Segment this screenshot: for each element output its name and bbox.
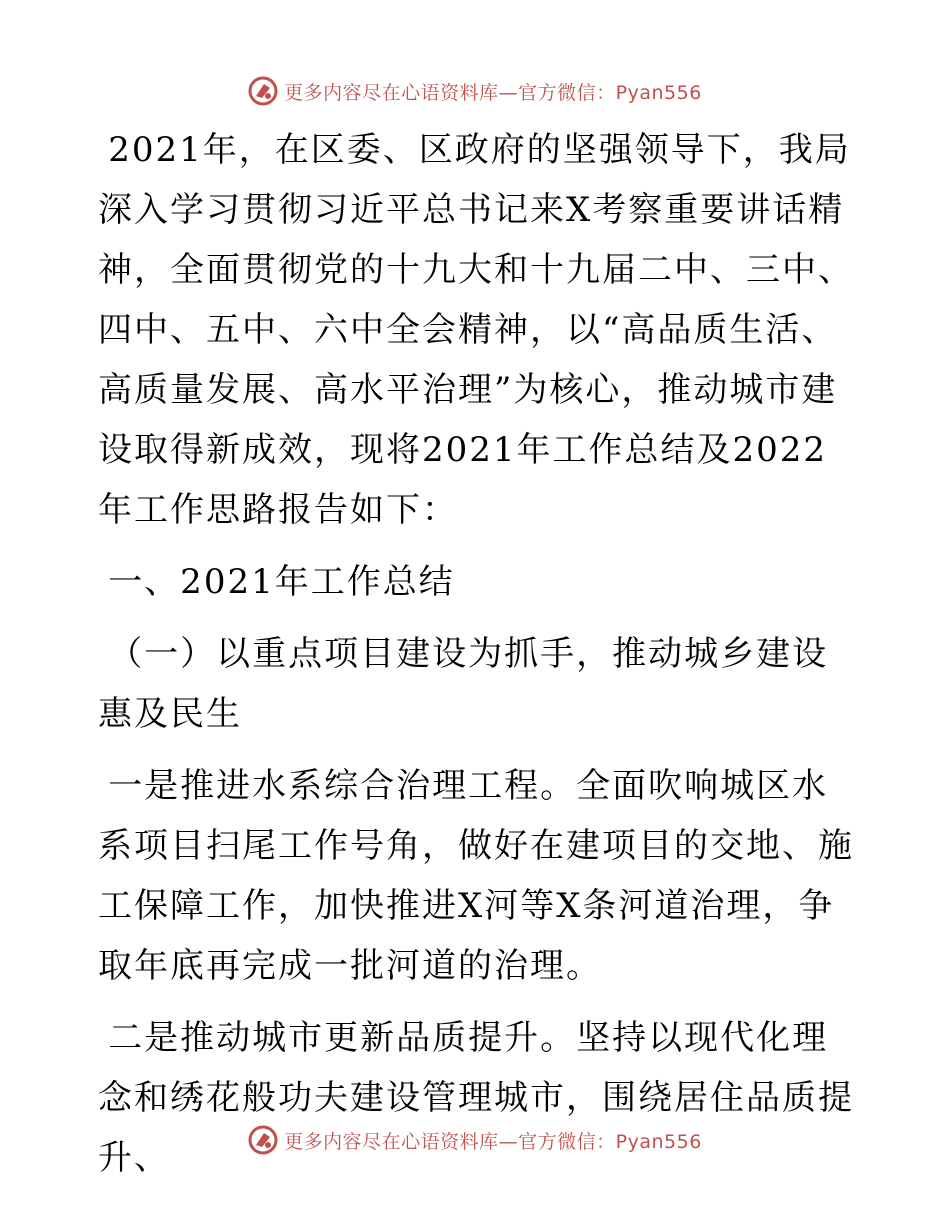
- item-paragraph-1: 一是推进水系综合治理工程。全面吹响城区水系项目扫尾工作号角，做好在建项目的交地、施工保障工作，加快推进X河等X条河道治理，争取年底再完成一批河道的治理。: [98, 766, 854, 986]
- header-watermark-text: 更多内容尽在心语资料库—官方微信：Pyan556: [284, 81, 702, 104]
- red-seal-logo-icon: [248, 1125, 278, 1155]
- subsection-heading: （一）以重点项目建设为抓手，推动城乡建设惠及民生: [98, 634, 829, 734]
- header-watermark-banner: [0, 71, 950, 111]
- section-heading: 一、2021年工作总结: [108, 562, 455, 602]
- red-seal-logo-icon: [248, 76, 278, 106]
- document-body: [98, 120, 858, 1200]
- intro-paragraph: 2021年，在区委、区政府的坚强领导下，我局深入学习贯彻习近平总书记来X考察重要讲话精神，全面贯彻党的十九大和十九届二中、三中、四中、五中、六中全会精神，以“高品质生活、高质量发展、高水平治理”为核心，推动城市建设取得新成效，现将2021年工作总结及2022年工作思路报告如下：: [98, 130, 854, 530]
- footer-watermark-text: 更多内容尽在心语资料库—官方微信：Pyan556: [284, 1130, 702, 1153]
- item-paragraph-2: 二是推动城市更新品质提升。坚持以现代化理念和绣花般功夫建设管理城市，围绕居住品质提升、: [98, 1018, 854, 1178]
- footer-watermark-banner: [0, 1120, 950, 1160]
